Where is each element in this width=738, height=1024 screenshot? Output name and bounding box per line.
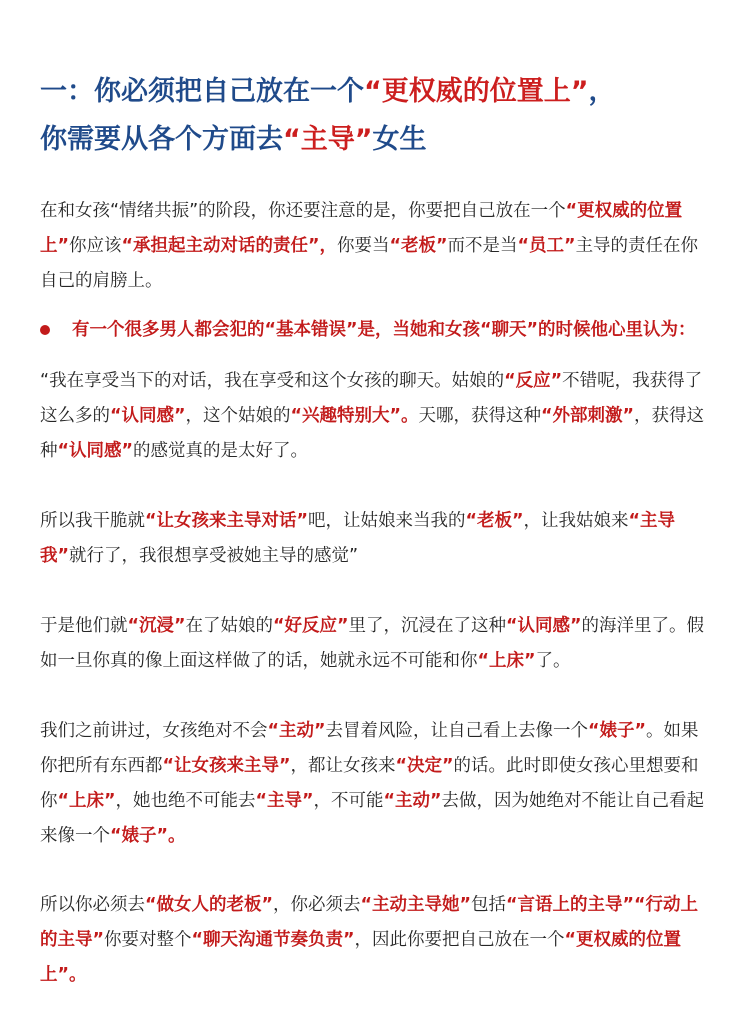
- highlight: “认同感”: [506, 616, 582, 636]
- highlight: “主导”: [255, 791, 314, 811]
- title-highlight-1: “更权威的位置上”: [364, 76, 589, 107]
- paragraph-4: 于是他们就“沉浸”在了姑娘的“好反应”里了，沉浸在了这种“认同感”的海洋里了。假如一旦你真的像上面这样做了的话，她就永远不可能和你“上床”了。: [40, 616, 705, 671]
- title-line1: 一：你必须把自己放在一个“更权威的位置上”，: [40, 76, 616, 107]
- highlight: “决定”: [395, 756, 454, 776]
- highlight: “主动”: [267, 721, 326, 741]
- highlight: “婊子”。: [110, 826, 186, 846]
- highlight: “反应”: [504, 371, 563, 391]
- paragraph-5: 我们之前讲过，女孩绝对不会“主动”去冒着风险，让自己看上去像一个“婊子”。如果你把所有东西都“让女孩来主导”，都让女孩来“决定”的话。此时即使女孩心里想要和你“上床”，她也绝不可能去“主导”，不可能“主动”去做，因为她绝对不能让自己看起来像一个“婊子”。: [40, 721, 705, 846]
- paragraph-6: 所以你必须去“做女人的老板”，你必须去“主动主导她”包括“言语上的主导”“行动上的主导”你要对整个“聊天沟通节奏负责”，因此你要把自己放在一个“更权威的位置上”。: [40, 895, 699, 985]
- highlight: “外部刺激”: [541, 406, 635, 426]
- highlight: “兴趣特别大”。: [290, 406, 419, 426]
- highlight: “言语上的主导”“行动上的主导”: [40, 895, 699, 950]
- highlight: “更权威的位置上”。: [40, 930, 682, 985]
- paragraph-1: 在和女孩“情绪共振”的阶段，你还要注意的是，你要把自己放在一个“更权威的位置上”你应该“承担起主动对话的责任”，你要当“老板”而不是当“员工”主导的责任在你自己的肩膀上。: [40, 201, 699, 291]
- bullet-dot-icon: [40, 325, 50, 335]
- highlight: “上床”: [477, 651, 536, 671]
- highlight: “让女孩来主导对话”: [145, 511, 309, 531]
- highlight: “上床”: [57, 791, 116, 811]
- highlight: “沉浸”: [127, 616, 186, 636]
- title-highlight-2: “主导”: [283, 124, 373, 155]
- highlight: “主动”: [383, 791, 442, 811]
- highlight: “聊天沟通节奏负责”: [191, 930, 355, 950]
- highlight: “主动主导她”: [360, 895, 472, 915]
- article-title: [40, 68, 710, 164]
- highlight: “承担起主动对话的责任”，: [121, 236, 338, 256]
- highlight: “让女孩来主导”: [162, 756, 291, 776]
- highlight: “婊子”: [588, 721, 647, 741]
- highlight: “更权威的位置上”: [40, 201, 683, 256]
- highlight: “好反应”: [273, 616, 349, 636]
- highlight: “做女人的老板”: [145, 895, 274, 915]
- highlight: “认同感”: [110, 406, 186, 426]
- paragraph-2: “我在享受当下的对话，我在享受和这个女孩的聊天。姑娘的“反应”不错呢，我获得了这么多的“认同感”，这个姑娘的“兴趣特别大”。天哪，获得这种“外部刺激”，获得这种“认同感”的感觉真的是太好了。: [40, 371, 705, 461]
- bullet-point: [40, 313, 710, 348]
- highlight: “老板”: [465, 511, 524, 531]
- highlight: “认同感”: [57, 441, 134, 461]
- title-line2: 你需要从各个方面去“主导”女生: [40, 124, 427, 155]
- highlight: “主导我”: [40, 511, 676, 566]
- highlight: “老板”: [389, 236, 448, 256]
- paragraph-3: 所以我干脆就“让女孩来主导对话”吧，让姑娘来当我的“老板”，让我姑娘来“主导我”就行了，我很想享受被她主导的感觉”: [40, 511, 676, 566]
- highlight: “员工”: [517, 236, 576, 256]
- bullet-text: 有一个很多男人都会犯的“基本错误”是，当她和女孩“聊天”的时候他心里认为：: [72, 320, 696, 340]
